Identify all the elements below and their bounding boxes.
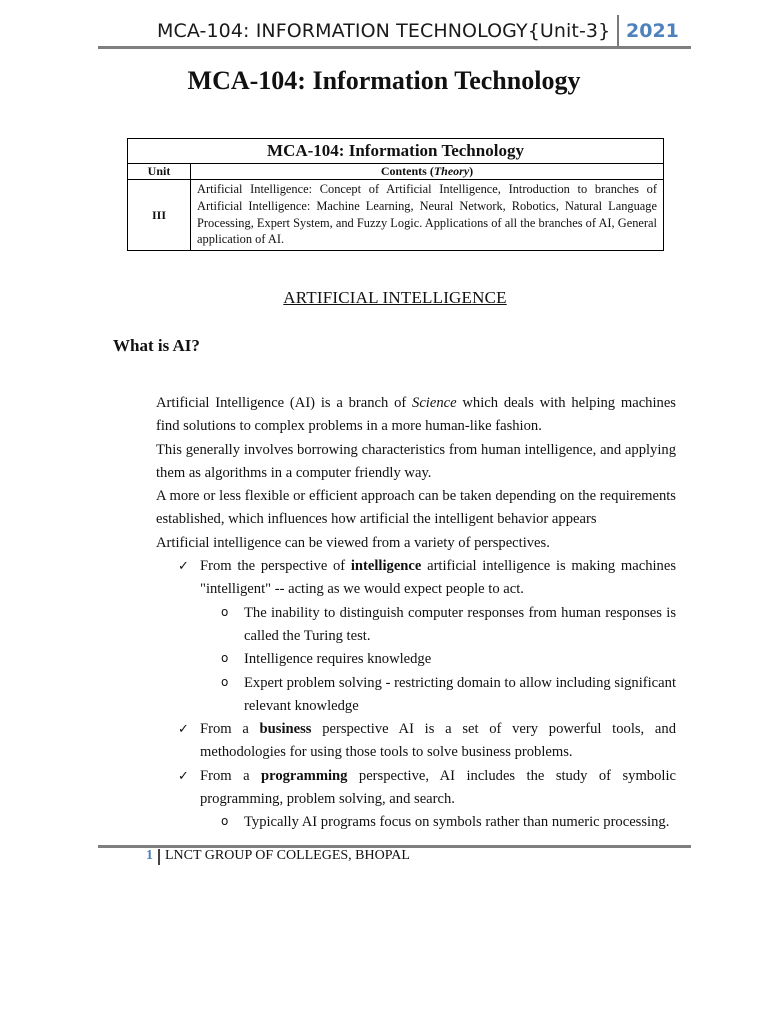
bullet-item: This generally involves borrowing characteristics from human intelligence, and applying them as algorithms in a computer friendly way. xyxy=(156,441,676,481)
sub-item: o Expert problem solving - restricting domain to allow including significant relevant knowledge xyxy=(0,672,676,719)
header-rule xyxy=(98,46,691,49)
header-divider xyxy=(617,15,619,48)
section-title: ARTIFICIAL INTELLIGENCE xyxy=(283,288,507,307)
bullet-item: A more or less flexible or efficient approach can be taken depending on the requirements established, which influences how artificial the intelligent behavior appears xyxy=(156,488,676,528)
checkmark-icon: ✓ xyxy=(178,722,189,738)
running-header-year: 2021 xyxy=(626,20,679,42)
body-content xyxy=(0,392,768,835)
unit-contents-cell: Artificial Intelligence: Concept of Artificial Intelligence, Introduction to branches of Artificial Intelligence: Machine Learning, Neural Network, Robotics, Natural Language Processing, Expert System, and Fuzzy Logic. Applications of all the branches of AI, General application of AI. xyxy=(191,180,664,251)
running-header-title: MCA-104: INFORMATION TECHNOLOGY{Unit-3} xyxy=(157,20,611,42)
footer-text: LNCT GROUP OF COLLEGES, BHOPAL xyxy=(165,848,410,863)
sub-item: o The inability to distinguish computer responses from human responses is called the Turing test. xyxy=(0,602,676,649)
checkmark-icon: ✓ xyxy=(178,768,189,784)
check-item: ✓ From the perspective of intelligence artificial intelligence is making machines "intelligent" -- acting as we would expect people to act. xyxy=(0,555,676,602)
bullet-item: Artificial Intelligence (AI) is a branch of Science which deals with helping machines find solutions to complex problems in a more human-like fashion. xyxy=(156,395,676,435)
syllabus-table-heading: MCA-104: Information Technology xyxy=(128,139,664,164)
circle-marker-icon: o xyxy=(221,604,229,619)
footer-divider xyxy=(158,849,160,865)
check-item: ✓ From a programming perspective, AI includes the study of symbolic programming, problem solving, and search. xyxy=(0,765,676,812)
circle-marker-icon: o xyxy=(221,814,229,829)
contents-column-header: Contents (Theory) xyxy=(191,164,664,180)
checkmark-icon: ✓ xyxy=(178,559,189,575)
document-title: MCA-104: Information Technology xyxy=(187,66,581,95)
sub-item: o Intelligence requires knowledge xyxy=(0,648,676,671)
page-number: 1 xyxy=(146,848,153,863)
sub-item: o Typically AI programs focus on symbols rather than numeric processing. xyxy=(0,811,676,834)
check-item: ✓ From a business perspective AI is a set of very powerful tools, and methodologies for using those tools to solve business problems. xyxy=(0,718,676,765)
bullet-item: Artificial intelligence can be viewed from a variety of perspectives. xyxy=(156,534,550,551)
unit-column-header: Unit xyxy=(128,164,191,180)
syllabus-table xyxy=(127,138,664,251)
subheading: What is AI? xyxy=(113,336,200,355)
unit-number-cell: III xyxy=(128,180,191,251)
circle-marker-icon: o xyxy=(221,674,229,689)
circle-marker-icon: o xyxy=(221,651,229,666)
